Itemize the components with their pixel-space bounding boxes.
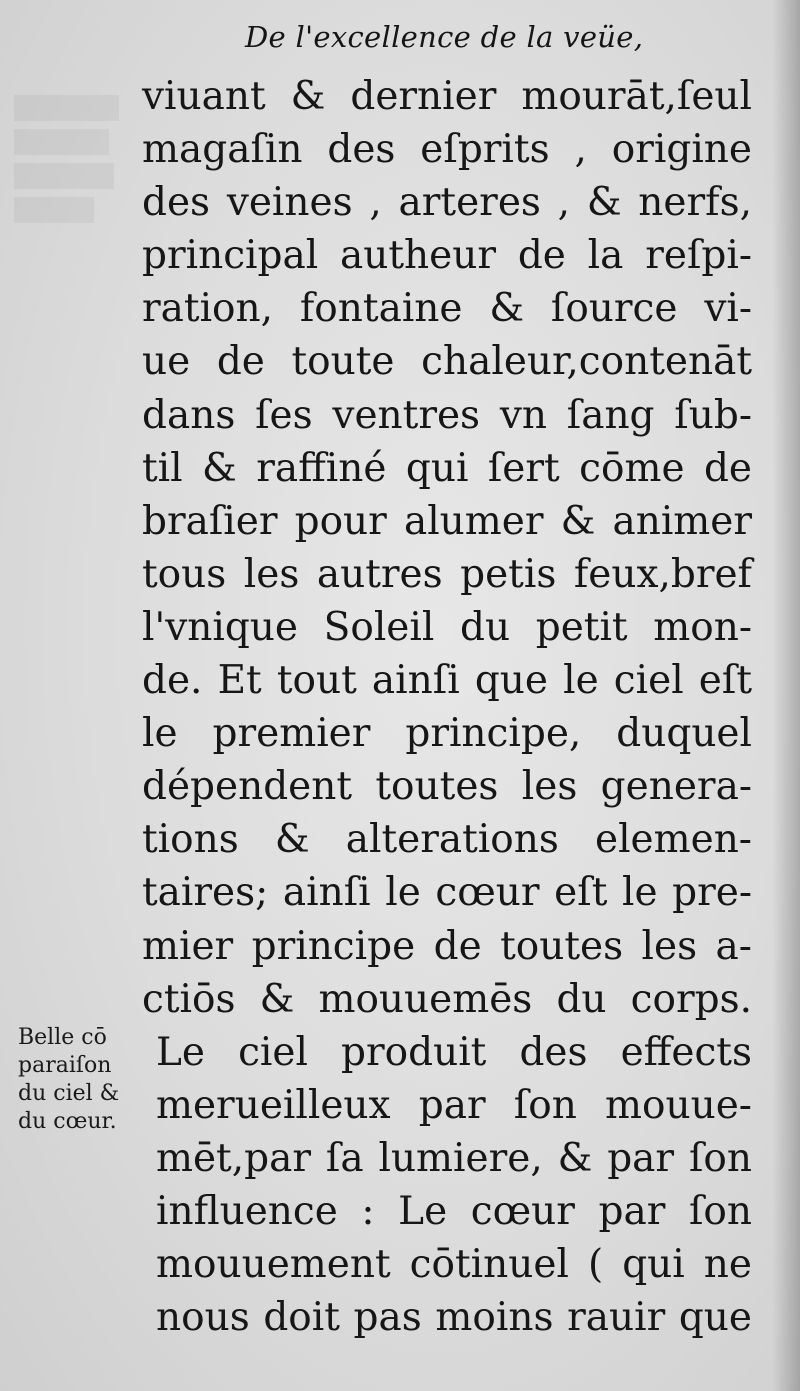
text-line: ration, fontaine & ſource vi- [142, 286, 752, 332]
text-line: principal autheur de la reſpi- [142, 233, 752, 279]
margin-note [18, 1024, 153, 1136]
margin-note-line: paraiſon [18, 1053, 112, 1078]
text-line: taires; ainſi le cœur eſt le pre- [142, 870, 752, 916]
show-through-shadow [14, 95, 134, 223]
text-line: braſier pour alumer & animer [142, 498, 752, 544]
text-line: mēt,par ſa lumiere, & par ſon [156, 1135, 752, 1181]
text-line: influence : Le cœur par ſon [156, 1188, 752, 1234]
margin-note-line: Belle cō [18, 1025, 107, 1050]
text-line: dépendent toutes les genera- [142, 764, 752, 810]
text-line: ctiōs & mouuemēs du corps. [142, 976, 752, 1022]
text-line: l'vnique Soleil du petit mon- [142, 604, 752, 650]
text-line: tions & alterations elemen- [142, 817, 752, 863]
text-line: Le ciel produit des effects [156, 1029, 752, 1075]
text-line: tous les autres petis feux,bref [142, 551, 752, 597]
page-edge-shadow [772, 0, 800, 1391]
text-line: ue de toute chaleur,contenāt [142, 339, 752, 385]
margin-note-line: du cœur. [18, 1109, 117, 1134]
text-line: magaſin des eſprits , origine [142, 127, 752, 173]
text-line: des veines , arteres , & nerfs, [142, 180, 752, 226]
main-text-block [142, 70, 752, 1344]
text-line: viuant & dernier mourāt,ſeul [142, 74, 752, 119]
text-line: mier principe de toutes les a- [142, 923, 752, 969]
text-line: til & raffiné qui ſert cōme de [142, 445, 752, 491]
text-line: nous doit pas moins rauir que [156, 1295, 752, 1341]
margin-note-line: du ciel & [18, 1081, 120, 1106]
text-line: mouuement cōtinuel ( qui ne [156, 1242, 752, 1288]
text-line: le premier principe, duquel [142, 711, 752, 757]
text-line: dans ſes ventres vn ſang ſub- [142, 392, 752, 438]
running-head: De l'excellence de la veüe, [245, 20, 644, 54]
text-line: merueilleux par ſon mouue- [156, 1082, 752, 1128]
text-line: de. Et tout ainſi que le ciel eſt [142, 658, 752, 704]
